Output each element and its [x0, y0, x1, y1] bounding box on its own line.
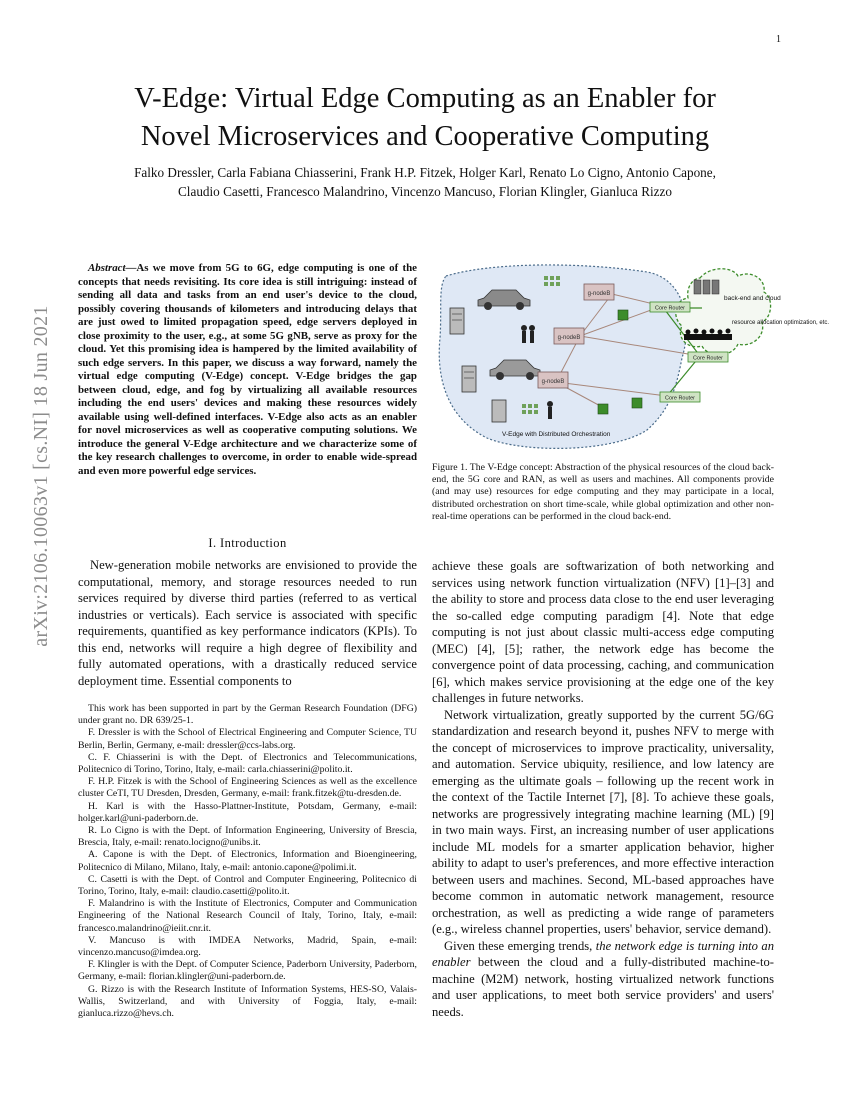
core-router: [650, 302, 690, 312]
authors-line-1: Falko Dressler, Carla Fabiana Chiasserini, Frank H.P. Fitzek, Holger Karl, Renato Lo Cigno, Antonio Capone,: [134, 165, 716, 180]
gnodeb-label: g-nodeB: [541, 379, 565, 385]
server-icon: [492, 400, 506, 422]
section-heading-introduction: I. Introduction: [208, 536, 287, 550]
chip-icon: [618, 310, 628, 320]
emphasis: the network edge is turning into an enabler: [432, 938, 774, 969]
core-router-label: Core Router: [665, 395, 695, 402]
abstract-label: Abstract: [88, 262, 126, 274]
arxiv-stamp: arXiv:2106.10063v1 [cs.NI] 18 Jun 2021: [30, 305, 52, 647]
author-footnotes: [78, 703, 417, 1020]
paragraph-start: Given these emerging trends,: [444, 938, 596, 953]
footnote: R. Lo Cigno is with the Dept. of Information Engineering, University of Brescia, Brescia, Italy, e-mail: renato.locigno@unibs.it.: [78, 825, 417, 849]
footnote: F. H.P. Fitzek is with the School of Engineering Sciences as well as the excellence cluster CeTI, TU Dresden, Dresden, Germany, e-mail: frank.fitzek@tu-dresden.de.: [78, 776, 417, 800]
right-column: [432, 558, 774, 1020]
paragraph: achieve these goals are softwarization of both networking and services using network function virtualization (NFV) [1]–[3] and the ability to store and process data close to the end user leveraging the so-called edge computing paradigm [4]. Note that edge computing is not just about classic multi-access edge computing (MEC) [4], [5]; rather, the network edge has become the convergence point of data processing, caching, and communication [6], which makes service provisioning at the edge one of the key challenges in future networks.: [432, 559, 774, 705]
chip-icon: [632, 398, 642, 408]
paper-title: [40, 80, 810, 156]
page-number: 1: [776, 34, 781, 45]
footnote: This work has been supported in part by the German Research Foundation (DFG) under grant no. DR 639/25-1.: [78, 703, 417, 727]
gnodeb-node: [538, 372, 568, 388]
v-edge-region: [439, 265, 686, 448]
abstract-text: —As we move from 5G to 6G, edge computing is one of the concepts that needs revisiting. Its core idea is still intriguing: instead of sending all data and tasks from an end user's device to the cloud, possibly covering thousands of kilometers and introducing delays that are just owed to limited propagation speed, edge servers deployed in close proximity to the user, e.g., at some 5G gNB, serve as proxy for the cloud. Yet this promising idea is hampered by the limited availability of such edge servers. In this paper, we discuss a way forward, namely the virtual edge computing (V-Edge) concept. V-Edge bridges the gap between cloud, edge, and fog by virtualizing all available resources including the end users' devices and making these resources widely available using well-defined interfaces. V-Edge also acts as an enabler for novel microservices as well as cooperative computing solutions. We introduce the general V-Edge architecture and we characterize some of the key research challenges to overcome, in order to enable wide-spread and even more powerful edge services.: [78, 262, 417, 477]
title-line-2: Novel Microservices and Cooperative Computing: [140, 121, 710, 152]
paragraph-rest: between the cloud and a fully-distributed machine-to-machine (M2M) network, hosting virtualized network functions and user applications, to meet both service providers' and users' needs.: [432, 955, 774, 1019]
author-list: [40, 163, 810, 201]
backend-label: back-end and cloud: [724, 295, 781, 302]
abstract: [78, 262, 417, 478]
server-icon: [450, 308, 464, 334]
intro-paragraph-left: New-generation mobile networks are envisioned to provide the computational, memory, and storage resources needed to run services required by diverse third parties (referred to as vertical industries or verticals). Each service is associated with specific requirements, quantified as key performance indicators (KPIs). To this end, networks will require a high degree of flexibility and fully automated operations, with a drastically reduced service deployment time. Essential components to: [78, 558, 417, 688]
footnote: A. Capone is with the Dept. of Electronics, Information and Bioengineering, Politecnico di Milano, Milano, Italy, e-mail: antonio.capone@polimi.it.: [78, 849, 417, 873]
gnodeb-label: g-nodeB: [587, 291, 611, 297]
footnote: G. Rizzo is with the Research Institute of Information Systems, HES-SO, Valais-Wallis, Switzerland, and with University of Foggia, Italy, e-mail: gianluca.rizzo@hevs.ch.: [78, 983, 417, 1020]
footnote: F. Klingler is with the Dept. of Computer Science, Paderborn University, Paderborn, Germany, e-mail: florian.klingler@uni-paderborn.de.: [78, 959, 417, 983]
footnote: C. Casetti is with the Dept. of Control and Computer Engineering, Politecnico di Torino, Torino, Italy, e-mail: claudio.casetti@polito.it.: [78, 873, 417, 898]
core-router: [660, 392, 700, 402]
paragraph: [432, 938, 774, 1021]
figure-1-diagram: [432, 258, 830, 458]
footnote: F. Dressler is with the School of Electrical Engineering and Computer Science, TU Berlin, Berlin, Germany, e-mail: dressler@ccs-labs.org.: [78, 727, 417, 751]
gnodeb-label: g-nodeB: [557, 335, 581, 341]
footnote: C. F. Chiasserini is with the Dept. of Electronics and Telecommunications, Politecnico di Torino, Torino, Italy, e-mail: carla.chiasserini@polito.it.: [78, 751, 417, 776]
chip-icon: [598, 404, 608, 414]
core-router-label: Core Router: [693, 355, 723, 362]
footnote: H. Karl is with the Hasso-Plattner-Institute, Potsdam, Germany, e-mail: holger.karl@uni-paderborn.de.: [78, 800, 417, 824]
figure-1-caption: Figure 1. The V-Edge concept: Abstraction of the physical resources of the cloud back-end, the 5G core and RAN, as well as users and machines. All components provide (and may use) resources for edge computing and they may participate in a local, distributed orchestration on short time-scale, while global optimization and other non-real-time operations can be performed in the cloud back-end.: [432, 462, 774, 522]
gnodeb-node: [584, 284, 614, 300]
footnote: F. Malandrino is with the Institute of Electronics, Computer and Communication Engineering of the National Research Council of Italy, Torino, Italy, e-mail: francesco.malandrino@ieiit.cnr.it.: [78, 898, 417, 934]
resource-label: resource allocation optimization, etc.: [732, 320, 830, 326]
backend-server-icon: [694, 280, 719, 294]
core-router: [688, 352, 728, 362]
footnote: V. Mancuso is with IMDEA Networks, Madrid, Spain, e-mail: vincenzo.mancuso@imdea.org.: [78, 934, 417, 959]
server-icon: [462, 366, 476, 392]
title-line-1: V-Edge: Virtual Edge Computing as an Enabler for: [134, 83, 716, 114]
v-edge-label: V-Edge with Distributed Orchestration: [502, 431, 611, 438]
authors-line-2: Claudio Casetti, Francesco Malandrino, Vincenzo Mancuso, Florian Klingler, Gianluca Rizzo: [178, 184, 672, 199]
gnodeb-node: [554, 328, 584, 344]
core-router-label: Core Router: [655, 305, 685, 312]
paragraph: Network virtualization, greatly supported by the current 5G/6G standardization and research beyond it, pushes NFV to merge with the concept of microservices to improve practicality, universality, and automation. Service ubiquity, resilience, and low latency are emerging as the ultimate goals – following up the recent work in the context of the Tactile Internet [7], [8]. To achieve these goals, networks are progressively integrating machine learning (ML) [9] in two main ways. First, an increasing number of user applications include ML models for a smarter application behavior, higher ability to adapt to user's preferences, and more effective interaction between users and machines. Second, ML-based approaches have become common in automatic network management, resource orchestration, as well as predicting a wide range of parameters (e.g., wireless channel properties, users' behavior, service demand).: [432, 707, 774, 936]
